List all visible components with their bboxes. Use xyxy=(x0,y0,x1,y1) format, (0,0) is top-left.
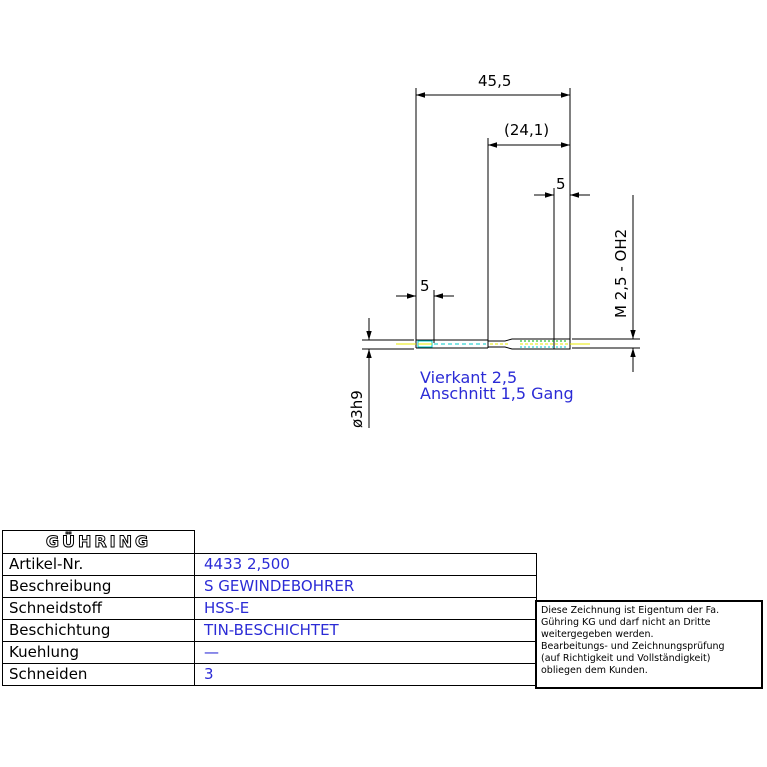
row-label: Beschreibung xyxy=(3,576,195,598)
dimension-square xyxy=(396,277,454,343)
table-row xyxy=(3,620,537,642)
table-row xyxy=(3,642,537,664)
row-value: 3 xyxy=(195,664,537,686)
row-value: TIN-BESCHICHTET xyxy=(195,620,537,642)
notice-line: (auf Richtigkeit und Vollständigkeit) xyxy=(541,653,711,664)
row-label: Schneiden xyxy=(3,664,195,686)
row-label: Schneidstoff xyxy=(3,598,195,620)
row-value: HSS-E xyxy=(195,598,537,620)
dimension-thread-section xyxy=(534,175,590,343)
note-chamfer: Anschnitt 1,5 Gang xyxy=(420,384,574,403)
ownership-notice xyxy=(535,600,763,689)
dimension-overall-length xyxy=(416,72,570,343)
company-logo-text: GÜHRING xyxy=(45,532,152,551)
row-value: S GEWINDEBOHRER xyxy=(195,576,537,598)
row-label: Artikel-Nr. xyxy=(3,554,195,576)
table-row xyxy=(3,554,537,576)
notice-line: obliegen dem Kunden. xyxy=(541,665,648,676)
notice-line: Bearbeitungs- und Zeichnungsprüfung xyxy=(541,641,725,652)
row-value: — xyxy=(195,642,537,664)
table-row xyxy=(3,576,537,598)
title-block xyxy=(2,530,537,686)
note-square: Vierkant 2,5 xyxy=(420,368,518,387)
table-row xyxy=(3,598,537,620)
dim-thread-section-text: 5 xyxy=(556,175,566,193)
notice-line: Diese Zeichnung ist Eigentum der Fa. xyxy=(541,605,720,616)
dimension-thread-spec xyxy=(572,195,640,372)
dimension-shank-diameter xyxy=(348,318,414,428)
title-block-table xyxy=(2,530,537,686)
dim-overall-text: 45,5 xyxy=(478,72,512,90)
dimension-thread-length xyxy=(488,121,570,343)
blank-cell xyxy=(195,531,537,554)
notice-line: Gühring KG und darf nicht an Dritte xyxy=(541,617,711,628)
tap-tool-body xyxy=(396,339,590,349)
shank-diameter-text: ø3h9 xyxy=(348,390,366,428)
notice-line: weitergegeben werden. xyxy=(541,629,654,640)
table-row xyxy=(3,664,537,686)
row-value: 4433 2,500 xyxy=(195,554,537,576)
company-logo xyxy=(3,531,195,554)
row-label: Kuehlung xyxy=(3,642,195,664)
thread-spec-text: M 2,5 - OH2 xyxy=(612,228,630,318)
dim-thread-length-text: (24,1) xyxy=(504,121,550,139)
title-block-logo-row xyxy=(3,531,537,554)
dim-square-text: 5 xyxy=(420,277,430,295)
row-label: Beschichtung xyxy=(3,620,195,642)
